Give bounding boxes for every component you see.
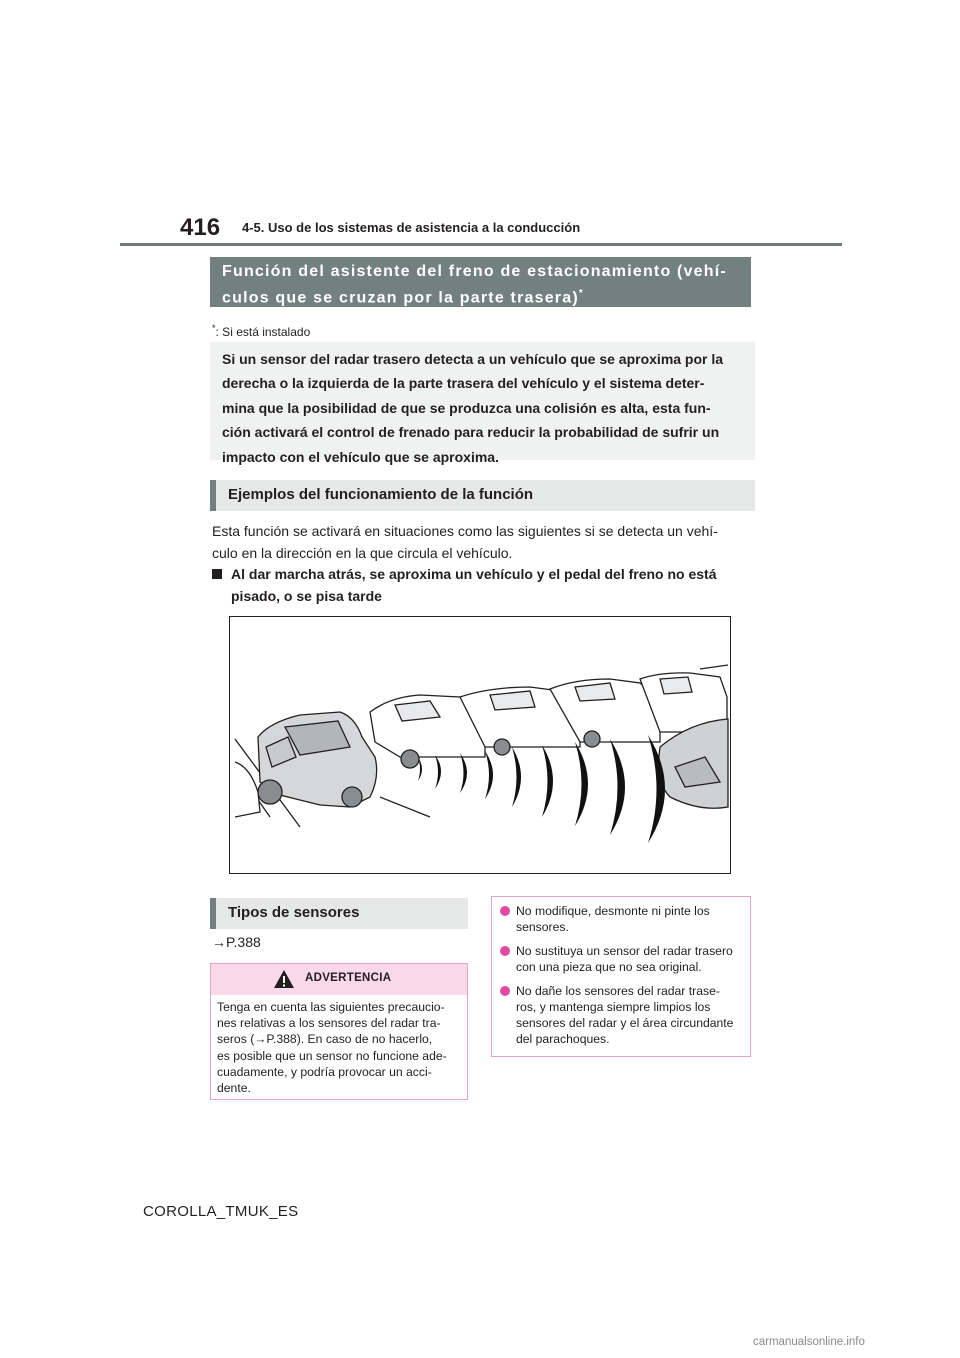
intro-line: mina que la posibilidad de que se produzca una colisión es alta, esta fun- — [222, 399, 711, 416]
note-line: No sustituya un sensor del radar trasero — [516, 944, 733, 958]
footnote — [212, 323, 310, 339]
footnote-mark: * — [212, 323, 216, 333]
section-title-line1: Función del asistente del freno de estacionamiento (vehí- — [222, 263, 727, 280]
watermark: carmanualsonline.info — [753, 1336, 865, 1348]
note-line: No dañe los sensores del radar trase- — [516, 984, 720, 998]
note-line: ros, y mantenga siempre limpios los — [516, 1000, 711, 1014]
intro-line: impacto con el vehículo que se aproxima. — [222, 448, 499, 465]
warning-line: cuadamente, y podría provocar un acci- — [217, 1064, 432, 1079]
examples-body — [212, 521, 752, 564]
intro-line: ción activará el control de frenado para reducir la probabilidad de sufrir un — [222, 424, 720, 441]
note-line: del parachoques. — [516, 1032, 610, 1046]
examples-body-line: culo en la dirección en la que circula el vehículo. — [212, 544, 513, 561]
warning-line: es posible que un sensor no funcione ade- — [217, 1048, 447, 1063]
section-title-mark: * — [578, 288, 584, 299]
intro-line: Si un sensor del radar trasero detecta a un vehículo que se aproxima por la — [222, 351, 724, 367]
section-banner — [210, 257, 751, 307]
warning-title: ADVERTENCIA — [305, 972, 392, 984]
example-bullet-line: pisado, o se pisa tarde — [231, 587, 382, 604]
footer-model-code: COROLLA_TMUK_ES — [143, 1203, 299, 1220]
warning-line: dente. — [217, 1081, 251, 1096]
note-item — [500, 903, 742, 935]
note-item — [500, 983, 742, 1047]
warning-line: Tenga en cuenta las siguientes precaucio- — [217, 1000, 445, 1014]
intro-box — [210, 342, 755, 465]
note-item — [500, 943, 742, 975]
example-bullet — [212, 564, 752, 607]
note-line: con una pieza que no sea original. — [516, 960, 702, 974]
page-number: 416 — [180, 214, 221, 241]
sensors-page-reference[interactable]: →P.388 — [212, 934, 261, 950]
parking-illustration — [229, 616, 731, 874]
warning-box — [210, 963, 468, 1100]
footnote-text: : Si está instalado — [215, 325, 311, 339]
warning-triangle-icon — [273, 969, 295, 989]
bullet-dot-icon — [500, 986, 510, 996]
note-line: sensores del radar y el área circundante — [516, 1016, 734, 1030]
warning-line: seros (→P.388). En caso de no hacerlo, — [217, 1032, 433, 1047]
sensors-heading: Tipos de sensores — [210, 898, 468, 929]
example-bullet-line: Al dar marcha atrás, se aproxima un vehículo y el pedal del freno no está — [231, 566, 717, 582]
section-title-line2: culos que se cruzan por la parte trasera) — [222, 289, 579, 307]
header-rule — [120, 243, 842, 246]
note-line: sensores. — [516, 920, 569, 934]
chapter-title: 4-5. Uso de los sistemas de asistencia a la conducción — [242, 220, 581, 235]
warning-notes-box — [491, 896, 751, 1057]
bullet-dot-icon — [500, 946, 510, 956]
examples-body-line: Esta función se activará en situaciones como las siguientes si se detecta un vehí- — [212, 523, 718, 539]
intro-line: derecha o la izquierda de la parte trasera del vehículo y el sistema deter- — [222, 375, 705, 392]
warning-header — [211, 964, 467, 995]
parking-scene-svg — [230, 617, 730, 873]
square-bullet-icon — [212, 569, 222, 579]
examples-heading: Ejemplos del funcionamiento de la función — [210, 480, 755, 511]
warning-body — [211, 995, 467, 1100]
warning-line: nes relativas a los sensores del radar tra- — [217, 1016, 441, 1031]
note-line: No modifique, desmonte ni pinte los — [516, 904, 710, 918]
bullet-dot-icon — [500, 906, 510, 916]
